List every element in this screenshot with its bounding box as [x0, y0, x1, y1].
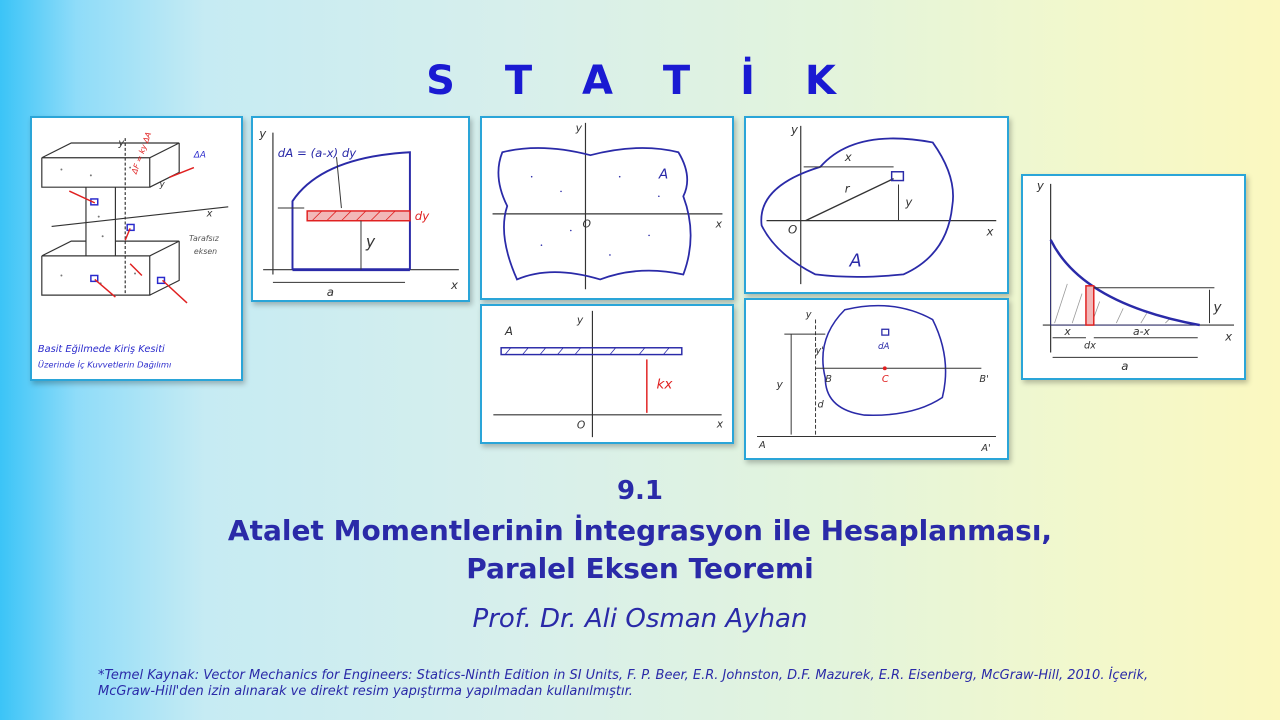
parallel-da-label: dA: [877, 341, 890, 352]
thin-a-label: A: [505, 324, 513, 339]
parallel-a-label: A: [758, 440, 766, 452]
parallel-d-label: d: [817, 399, 824, 411]
strip-element-figure: [251, 116, 470, 302]
beam-y-label: y: [118, 137, 125, 149]
curve-x-label: x: [1064, 324, 1071, 338]
parallel-y-axis: y: [805, 309, 812, 321]
area-x-axis: x: [715, 217, 722, 231]
beam-neutral-label: Tarafsız: [188, 234, 219, 244]
area-figure: [480, 116, 734, 300]
section-number: 9.1: [616, 476, 664, 506]
curve-y-axis: y: [1036, 178, 1044, 193]
strip-y-label: y: [365, 232, 376, 252]
beam-ylabel: y: [159, 180, 165, 191]
area-y-axis: y: [575, 121, 583, 135]
parallel-y-label: y: [776, 377, 783, 391]
beam-caption-1: Basit Eğilmede Kiriş Kesiti: [37, 344, 165, 356]
area-a-label: A: [658, 166, 669, 183]
author: Prof. Dr. Ali Osman Ayhan: [472, 604, 808, 634]
thin-y-axis: y: [576, 313, 584, 327]
thin-origin: O: [576, 418, 586, 432]
thin-x-axis: x: [716, 417, 724, 431]
curve-x-axis: x: [1225, 329, 1233, 344]
parallel-c-label: C: [881, 373, 889, 385]
beam-section-figure: [30, 116, 243, 381]
curve-a-label: a: [1121, 359, 1129, 374]
polar-x-axis: x: [986, 224, 994, 239]
polar-a-label: A: [849, 251, 862, 272]
beam-caption-2: Üzerinde İç Kuvvetlerin Dağılımı: [37, 359, 172, 370]
strip-a-label: a: [326, 285, 334, 300]
beam-neutral-label-2: eksen: [193, 246, 218, 256]
curve-y-label: y: [1213, 299, 1222, 316]
curve-dx-label: dx: [1083, 340, 1097, 352]
polar-y-axis: y: [790, 122, 798, 137]
thin-plate-figure: [480, 304, 734, 444]
parallel-yp-label: y': [815, 345, 824, 357]
thin-k-label: kx: [656, 376, 673, 393]
parallel-axis-figure: [744, 298, 1009, 460]
polar-r-label: r: [844, 181, 850, 196]
polar-origin: O: [788, 222, 798, 237]
heading-line-1: Atalet Momentlerinin İntegrasyon ile Hesaplanması,: [227, 514, 1053, 547]
reference-note: *Temel Kaynak: Vector Mechanics for Engineers: Statics-Ninth Edition in SI Units, F. P. Beer, E.R. Johnston, D.F. Mazurek, E.R. Eisenberg, McGraw-Hill, 2010. İçerik, McGraw-Hill'den izin alınarak ve direkt resim yapıştırma yapılmadan kullanılmıştır.: [98, 668, 1149, 699]
strip-da-formula: dA = (a-x) dy: [277, 146, 357, 161]
parallel-ap-label: A': [981, 443, 991, 455]
parallel-b-label: B: [825, 373, 832, 385]
heading-line-2: Paralel Eksen Teoremi: [466, 552, 814, 585]
polar-y-label: y: [905, 194, 913, 209]
area-origin: O: [582, 217, 592, 231]
beam-x-label: x: [206, 208, 213, 220]
strip-dy-label: dy: [414, 208, 430, 223]
slide-title: S T A T İ K: [426, 58, 854, 104]
parallel-bp-label: B': [979, 373, 989, 385]
curve-strip-figure: [1021, 174, 1246, 380]
strip-x-axis: x: [451, 278, 458, 293]
beam-da-label: ΔA: [193, 150, 206, 161]
curve-amx-label: a-x: [1133, 324, 1150, 338]
polar-x-label: x: [844, 150, 852, 165]
polar-figure: [744, 116, 1009, 294]
beam-force-label: ΔF = ky ΔA: [129, 130, 154, 176]
strip-y-axis: y: [259, 126, 267, 141]
